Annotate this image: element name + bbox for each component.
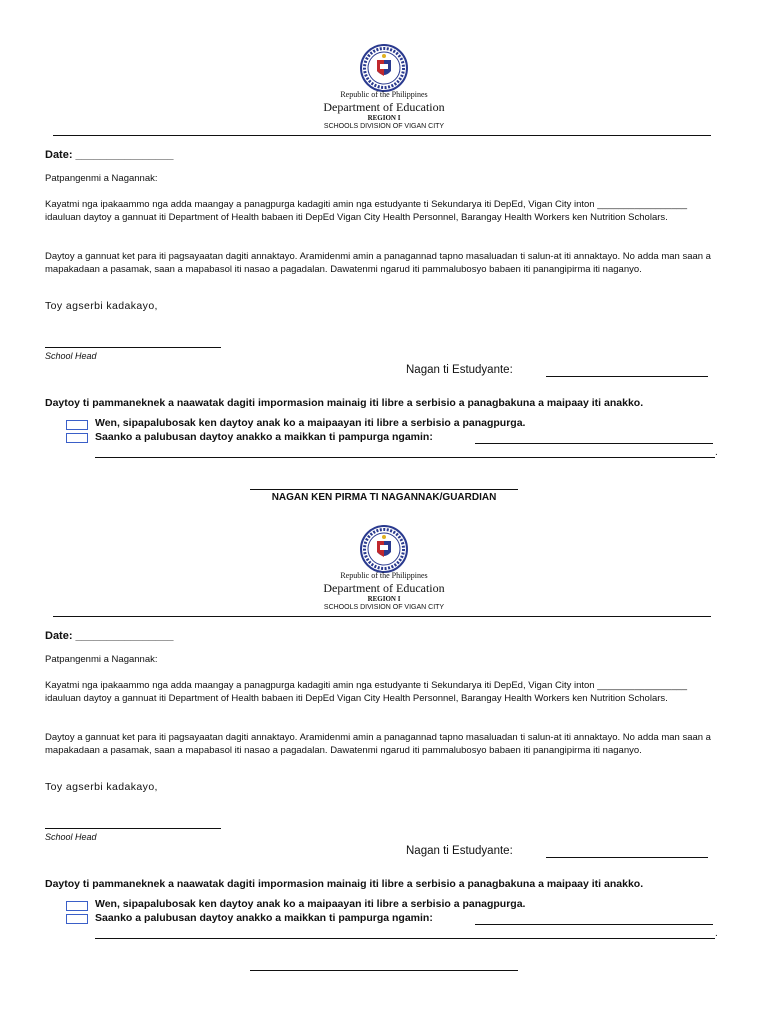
header-divider [53, 135, 711, 136]
deped-seal-icon [355, 524, 413, 574]
consent-yes-label: Wen, sipapalubosak ken daytoy anak ko a maipaayan iti libre a serbisio a panagpurga. [95, 417, 526, 429]
reason-line[interactable] [475, 443, 713, 444]
salutation: Patpangenmi a Nagannak: [45, 654, 158, 665]
acknowledgement-statement: Daytoy ti pammaneknek a naawatak dagiti impormasion mainaig iti libre a serbisio a panagbakuna a maipaay iti anakko. [45, 397, 644, 409]
line-end: . [715, 928, 718, 939]
deped-seal-icon [355, 43, 413, 93]
letter-paragraph-2: Daytoy a gannuat ket para iti pagsayaatan dagiti annaktayo. Aramidenmi amin a panagannad tapno masaluadan ti salun-at iti annaktayo. No adda man saan a mapakadaan a pasamak, saan a mapabasol iti nasao a pagadalan. Dawatenmi ngarud iti pammalubosyo babaen iti panangipirma iti naganyo. [45, 732, 711, 756]
consent-yes-label: Wen, sipapalubosak ken daytoy anak ko a maipaayan iti libre a serbisio a panagpurga. [95, 898, 526, 910]
region-label: REGION I [367, 595, 401, 603]
consent-form-bottom [0, 481, 768, 963]
student-name-line[interactable] [546, 376, 708, 377]
department-title: Department of Education [323, 581, 445, 595]
letter-paragraph-1: Kayatmi nga ipakaammo nga adda maangay a panagpurga kadagiti amin nga estudyante ti Sekundarya iti DepEd, Vigan City inton _________________ idauluan daytoy a gannuat iti Department of Health babaen iti DepEd Vigan City Health Personnel, Barangay Health Workers ken Nutrition Scholars. [45, 199, 688, 223]
department-title: Department of Education [323, 100, 445, 114]
closing-line: Toy agserbi kadakayo, [45, 781, 158, 793]
consent-form-top [0, 0, 768, 503]
school-head-label: School Head [45, 832, 97, 842]
date-field[interactable]: Date: ________________ [45, 149, 174, 161]
line-end: . [715, 447, 718, 458]
letter-paragraph-1: Kayatmi nga ipakaammo nga adda maangay a panagpurga kadagiti amin nga estudyante ti Sekundarya iti DepEd, Vigan City inton _________________ idauluan daytoy a gannuat iti Department of Health babaen iti DepEd Vigan City Health Personnel, Barangay Health Workers ken Nutrition Scholars. [45, 680, 688, 704]
reason-continuation-line[interactable] [95, 938, 715, 939]
student-name-label: Nagan ti Estudyante: [406, 845, 513, 857]
guardian-label: NAGAN KEN PIRMA TI NAGANNAK/GUARDIAN [271, 492, 497, 503]
school-head-label: School Head [45, 351, 97, 361]
republic-label: Republic of the Philippines [340, 90, 428, 99]
school-head-signature-line[interactable] [45, 347, 221, 348]
consent-no-label: Saanko a palubusan daytoy anakko a maikkan ti pampurga ngamin: [95, 912, 433, 924]
consent-no-checkbox[interactable] [66, 433, 88, 443]
division-label: SCHOOLS DIVISION OF VIGAN CITY [323, 604, 445, 611]
date-field[interactable]: Date: ________________ [45, 630, 174, 642]
header-divider [53, 616, 711, 617]
consent-no-label: Saanko a palubusan daytoy anakko a maikkan ti pampurga ngamin: [95, 431, 433, 443]
student-name-label: Nagan ti Estudyante: [406, 364, 513, 376]
guardian-signature-line[interactable] [250, 970, 518, 971]
consent-yes-checkbox[interactable] [66, 901, 88, 911]
letter-paragraph-2: Daytoy a gannuat ket para iti pagsayaatan dagiti annaktayo. Aramidenmi amin a panagannad tapno masaluadan ti salun-at iti annaktayo. No adda man saan a mapakadaan a pasamak, saan a mapabasol iti nasao a pagadalan. Dawatenmi ngarud iti pammalubosyo babaen iti panangipirma iti naganyo. [45, 251, 711, 275]
reason-continuation-line[interactable] [95, 457, 715, 458]
republic-label: Republic of the Philippines [340, 571, 428, 580]
region-label: REGION I [367, 114, 401, 122]
student-name-line[interactable] [546, 857, 708, 858]
closing-line: Toy agserbi kadakayo, [45, 300, 158, 312]
consent-yes-checkbox[interactable] [66, 420, 88, 430]
division-label: SCHOOLS DIVISION OF VIGAN CITY [323, 123, 445, 130]
school-head-signature-line[interactable] [45, 828, 221, 829]
acknowledgement-statement: Daytoy ti pammaneknek a naawatak dagiti impormasion mainaig iti libre a serbisio a panagbakuna a maipaay iti anakko. [45, 878, 644, 890]
reason-line[interactable] [475, 924, 713, 925]
salutation: Patpangenmi a Nagannak: [45, 173, 158, 184]
consent-no-checkbox[interactable] [66, 914, 88, 924]
